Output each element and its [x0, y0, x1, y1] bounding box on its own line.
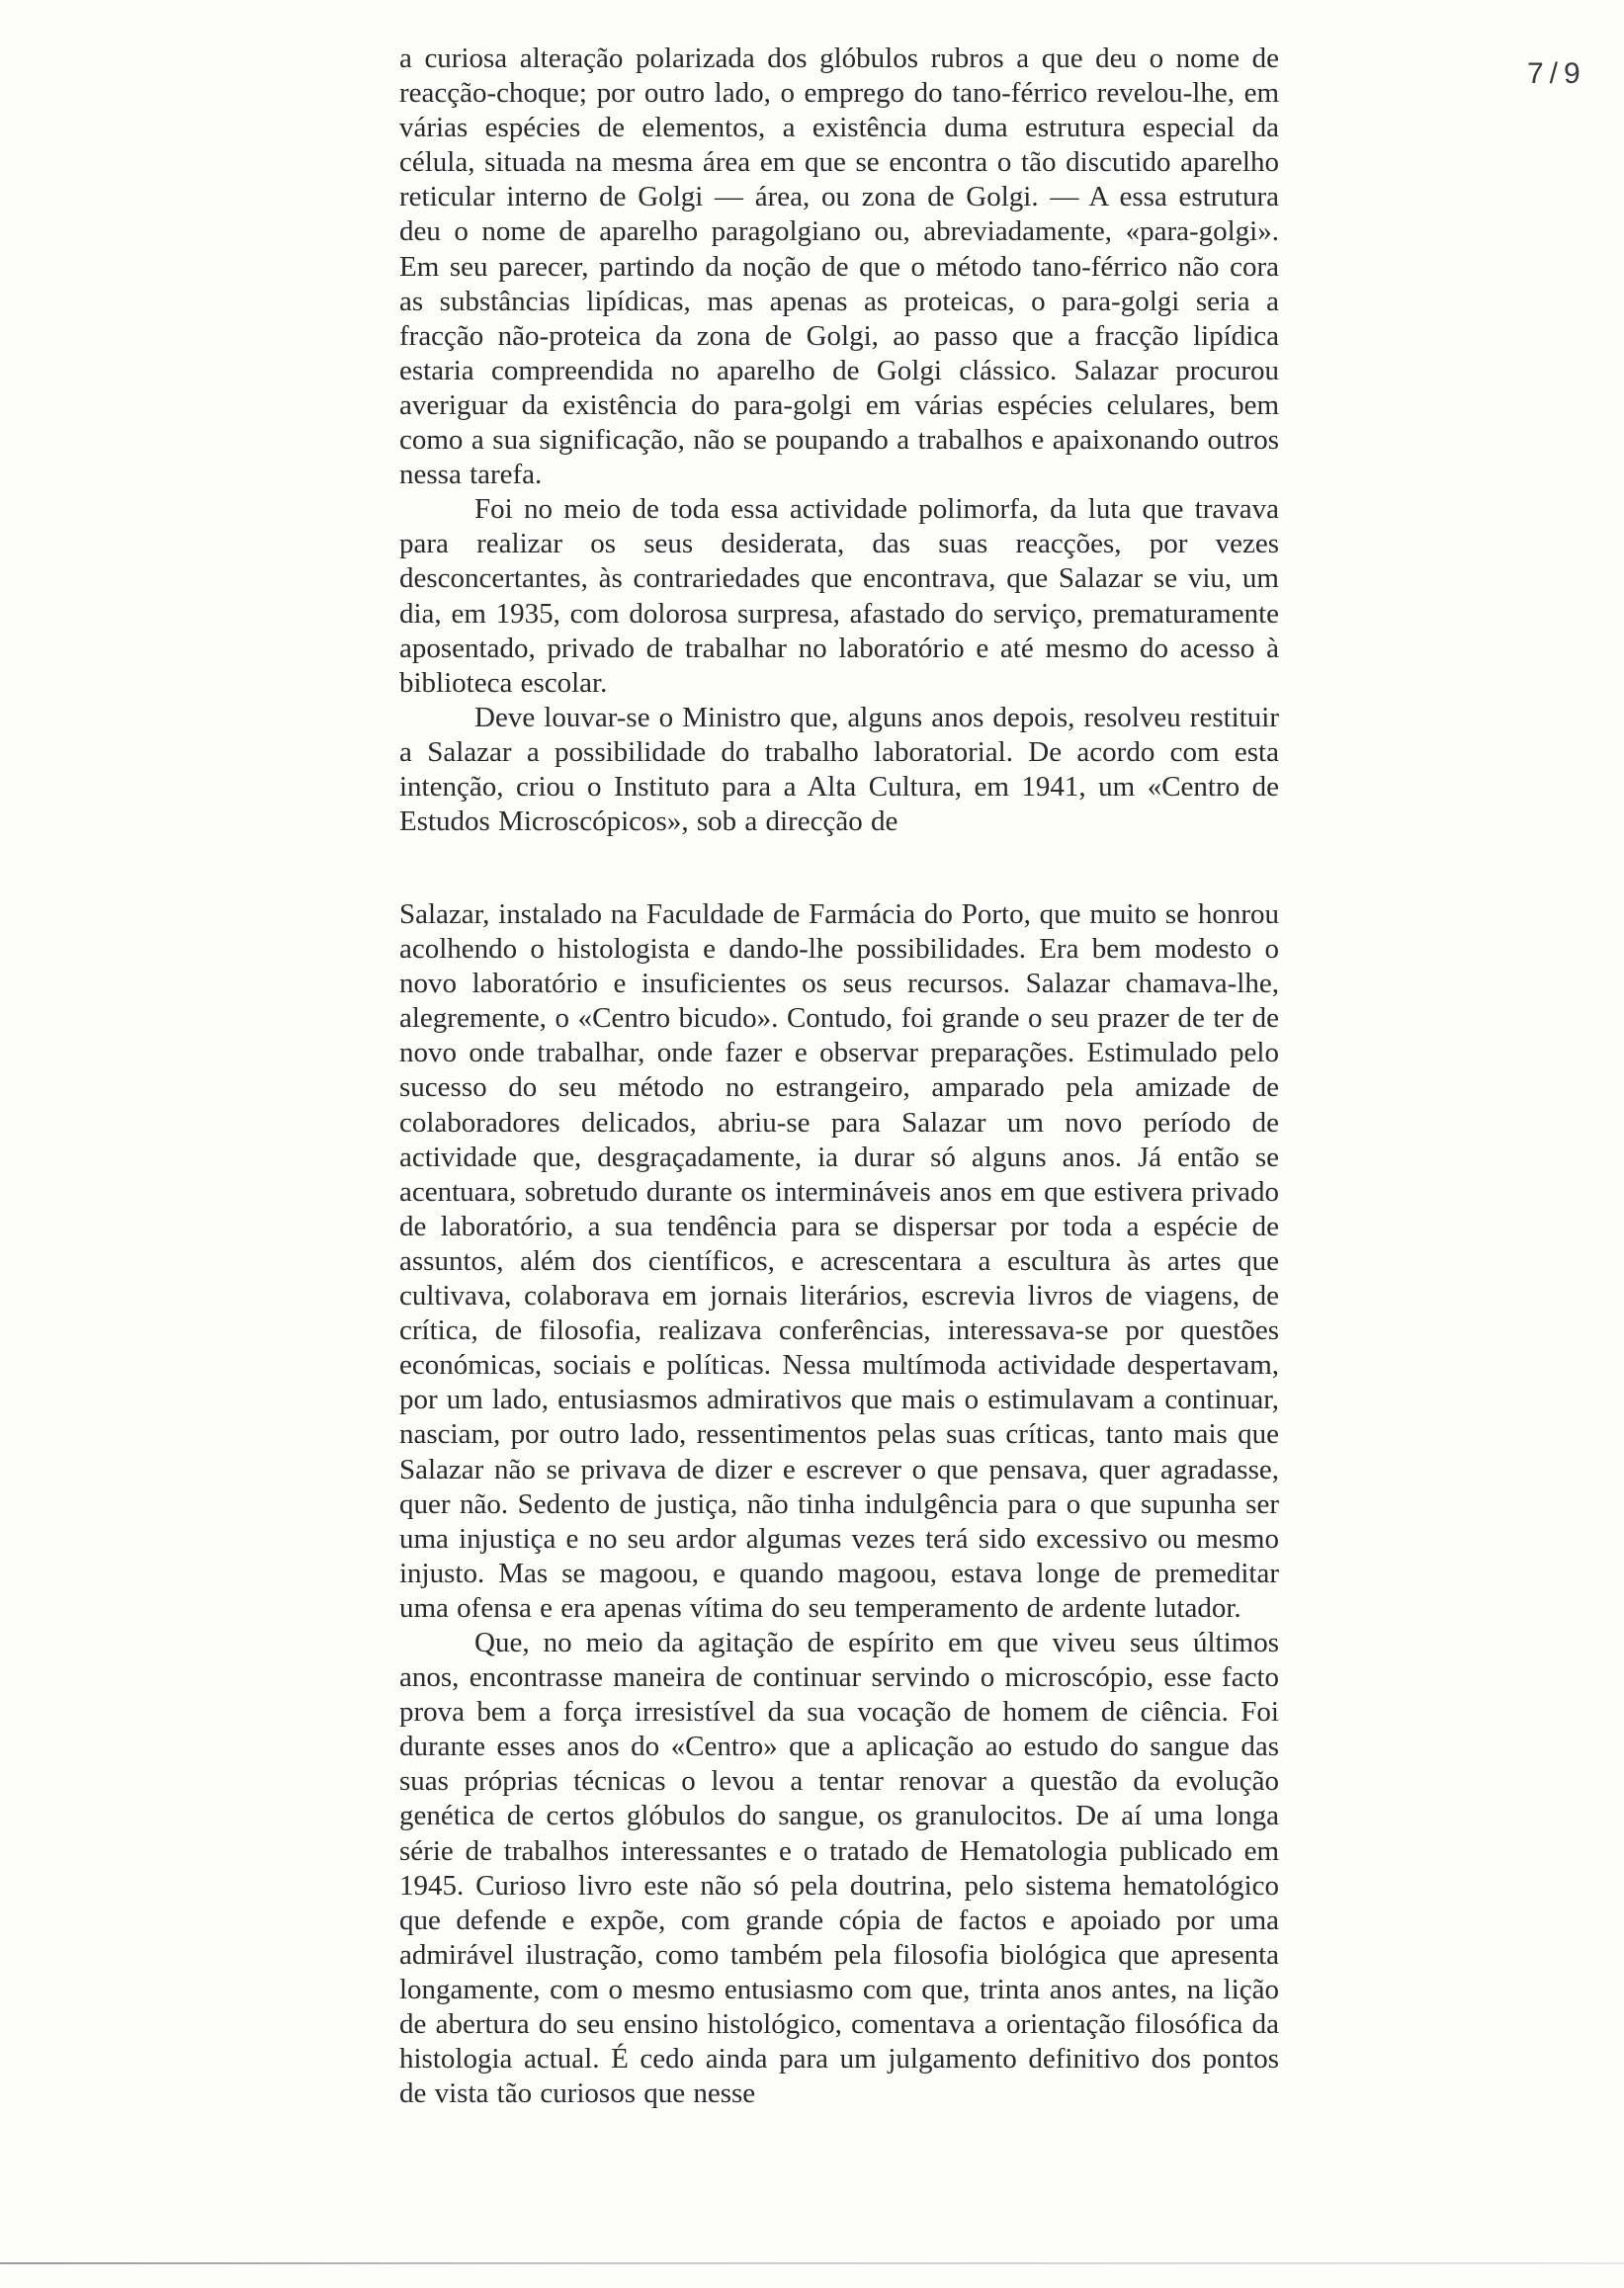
paragraph-retirement: Foi no meio de toda essa actividade polimorfa, da luta que travava para realizar os seus desiderata, das suas reacções, por vezes desconcertantes, às contrariedades que encontrava, que Salazar se viu, um dia, em 1935, com dolorosa surpresa, afastado do serviço, prematuramente aposentado, privado de trabalhar no laboratório e até mesmo do acesso à biblioteca escolar. — [399, 493, 1279, 699]
page-number: 7/9 — [1527, 57, 1586, 90]
text-block-bottom — [399, 897, 1279, 2111]
paragraph-centro-founding: Deve louvar-se o Ministro que, alguns anos depois, resolveu restituir a Salazar a possibilidade do trabalho laboratorial. De acordo com esta intenção, criou o Instituto para a Alta Cultura, em 1941, um «Centro de Estudos Microscópicos», sob a direcção de — [399, 701, 1279, 838]
scan-edge-line — [0, 2262, 1624, 2264]
paragraph-centro-bicudo: Salazar, instalado na Faculdade de Farmácia do Porto, que muito se honrou acolhendo o histologista e dando-lhe possibilidades. Era bem modesto o novo laboratório e insuficientes os seus recursos. Salazar chamava-lhe, alegremente, o «Centro bicudo». Contudo, foi grande o seu prazer de ter de novo onde trabalhar, onde fazer e observar preparações. Estimulado pelo sucesso do seu método no estrangeiro, amparado pela amizade de colaboradores delicados, abriu-se para Salazar um novo período de actividade que, desgraçadamente, ia durar só alguns anos. Já então se acentuara, sobretudo durante os intermináveis anos em que estivera privado de laboratório, a sua tendência para se dispersar por toda a espécie de assuntos, além dos científicos, e acrescentara a escultura às artes que cultivava, colaborava em jornais literários, escrevia livros de viagens, de crítica, de filosofia, realizava conferências, interessava-se por questões económicas, sociais e políticas. Nessa multímoda actividade despertavam, por um lado, entusiasmos admirativos que mais o estimulavam a continuar, nasciam, por outro lado, ressentimentos pelas suas críticas, tanto mais que Salazar não se privava de dizer e escrever o que pensava, quer agradasse, quer não. Sedento de justiça, não tinha indulgência para o que supunha ser uma injustiça e no seu ardor algumas vezes terá sido excessivo ou mesmo injusto. Mas se magoou, e quando magoou, estava longe de premeditar uma ofensa e era apenas vítima do seu temperamento de ardente lutador. — [399, 898, 1279, 1624]
paragraph-continuation: a curiosa alteração polarizada dos glóbulos rubros a que deu o nome de reacção-choque; por outro lado, o emprego do tano-férrico revelou-lhe, em várias espécies de elementos, a existência duma estrutura especial da célula, situada na mesma área em que se encontra o tão discutido aparelho reticular interno de Golgi — área, ou zona de Golgi. — A essa estrutura deu o nome de aparelho paragolgiano ou, abreviadamente, «para-golgi». Em seu parecer, partindo da noção de que o método tano-férrico não cora as substâncias lipídicas, mas apenas as proteicas, o para-golgi seria a fracção não-proteica da zona de Golgi, ao passo que a fracção lipídica estaria compreendida no aparelho de Golgi clássico. Salazar procurou averiguar da existência do para-golgi em várias espécies celulares, bem como a sua significação, não se poupando a trabalhos e apaixonando outros nessa tarefa. — [399, 42, 1279, 491]
paragraph-hematology: Que, no meio da agitação de espírito em que viveu seus últimos anos, encontrasse maneira de continuar servindo o microscópio, esse facto prova bem a força irresistível da sua vocação de homem de ciência. Foi durante esses anos do «Centro» que a aplicação ao estudo do sangue das suas próprias técnicas o levou a tentar renovar a questão da evolução genética de certos glóbulos do sangue, os granulocitos. De aí uma longa série de trabalhos interessantes e o tratado de Hematologia publicado em 1945. Curioso livro este não só pela doutrina, pelo sistema hematológico que defende e expõe, com grande cópia de factos e apoiado por uma admirável ilustração, como também pela filosofia biológica que apresenta longamente, com o mesmo entusiasmo com que, trinta anos antes, na lição de abertura do seu ensino histológico, comentava a orientação filosófica da histologia actual. É cedo ainda para um julgamento definitivo dos pontos de vista tão curiosos que nesse — [399, 1626, 1279, 2110]
text-block-top — [399, 42, 1279, 839]
